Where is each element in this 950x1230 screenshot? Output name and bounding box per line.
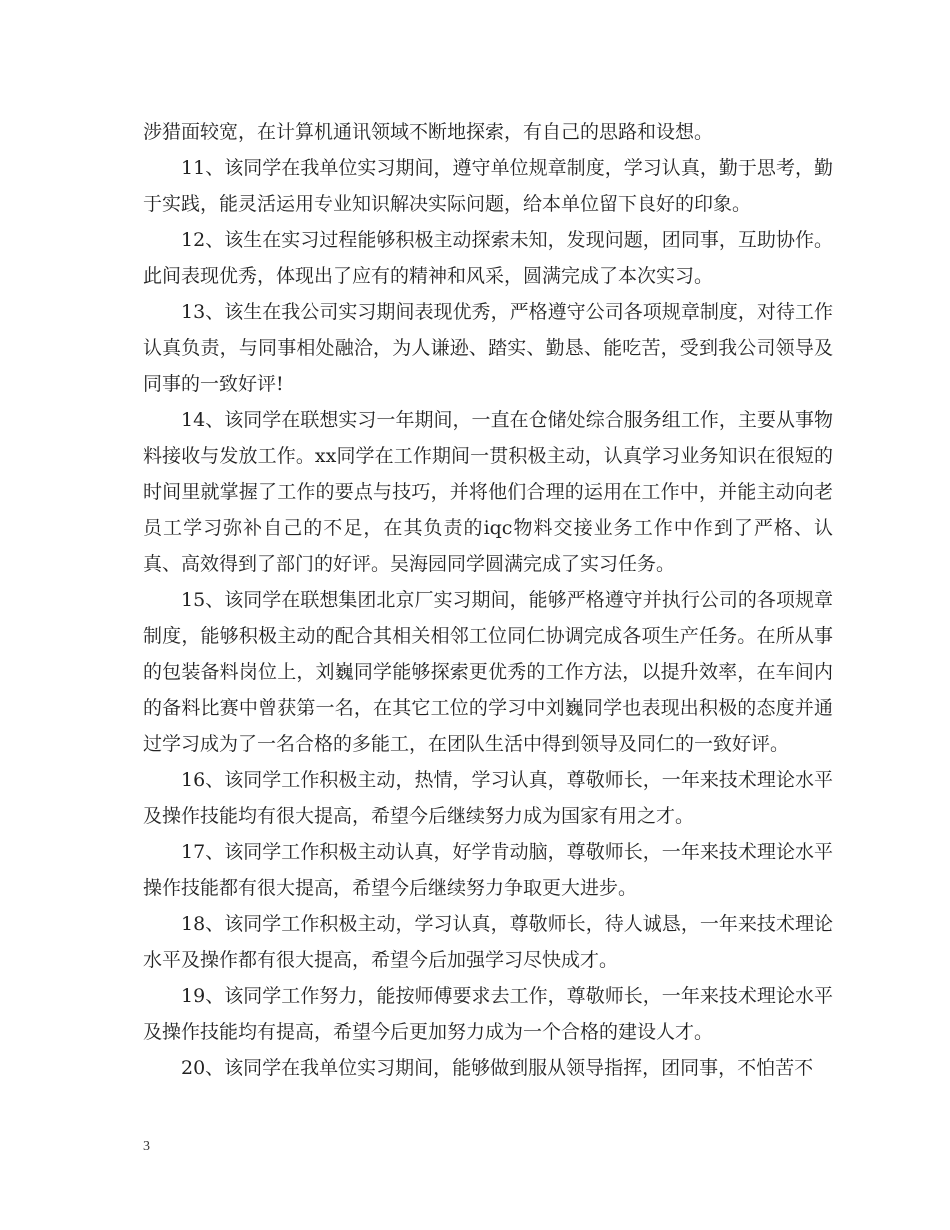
- paragraph-12: 12、该生在实习过程能够积极主动探索未知，发现问题，团同事，互助协作。此间表现优秀，体现出了应有的精神和风采，圆满完成了本次实习。: [143, 229, 833, 287]
- paragraph-19: 19、该同学工作努力，能按师傅要求去工作，尊敬师长，一年来技术理论水平及操作技能均有提高，希望今后更加努力成为一个合格的建设人才。: [143, 985, 833, 1043]
- paragraph-17: 17、该同学工作积极主动认真，好学肯动脑，尊敬师长，一年来技术理论水平操作技能都有很大提高，希望今后继续努力争取更大进步。: [143, 841, 833, 899]
- paragraph-13: 13、该生在我公司实习期间表现优秀，严格遵守公司各项规章制度，对待工作认真负责，与同事相处融洽，为人谦逊、踏实、勤恳、能吃苦，受到我公司领导及同事的一致好评!: [143, 301, 833, 395]
- paragraph-11: 11、该同学在我单位实习期间，遵守单位规章制度，学习认真，勤于思考，勤于实践，能灵活运用专业知识解决实际问题，给本单位留下良好的印象。: [143, 157, 833, 215]
- paragraph-continuation: 涉猎面较宽，在计算机通讯领域不断地探索，有自己的思路和设想。: [143, 121, 714, 143]
- paragraph-14: 14、该同学在联想实习一年期间，一直在仓储处综合服务组工作，主要从事物料接收与发放工作。xx同学在工作期间一贯积极主动，认真学习业务知识在很短的时间里就掌握了工作的要点与技巧，并将他们合理的运用在工作中，并能主动向老员工学习弥补自己的不足，在其负责的iqc物料交接业务工作中作到了严格、认真、高效得到了部门的好评。吴海园同学圆满完成了实习任务。: [143, 409, 833, 575]
- paragraph-20: 20、该同学在我单位实习期间，能够做到服从领导指挥，团同事，不怕苦不: [181, 1057, 814, 1079]
- document-body: [143, 114, 833, 1086]
- paragraph-18: 18、该同学工作积极主动，学习认真，尊敬师长，待人诚恳，一年来技术理论水平及操作都有很大提高，希望今后加强学习尽快成才。: [143, 913, 833, 971]
- paragraph-16: 16、该同学工作积极主动，热情，学习认真，尊敬师长，一年来技术理论水平及操作技能均有很大提高，希望今后继续努力成为国家有用之才。: [143, 769, 833, 827]
- paragraph-15: 15、该同学在联想集团北京厂实习期间，能够严格遵守并执行公司的各项规章制度，能够积极主动的配合其相关相邻工位同仁协调完成各项生产任务。在所从事的包装备料岗位上，刘巍同学能够探索更优秀的工作方法，以提升效率，在车间内的备料比赛中曾获第一名，在其它工位的学习中刘巍同学也表现出积极的态度并通过学习成为了一名合格的多能工，在团队生活中得到领导及同仁的一致好评。: [143, 589, 833, 755]
- page-number: 3: [143, 1139, 150, 1154]
